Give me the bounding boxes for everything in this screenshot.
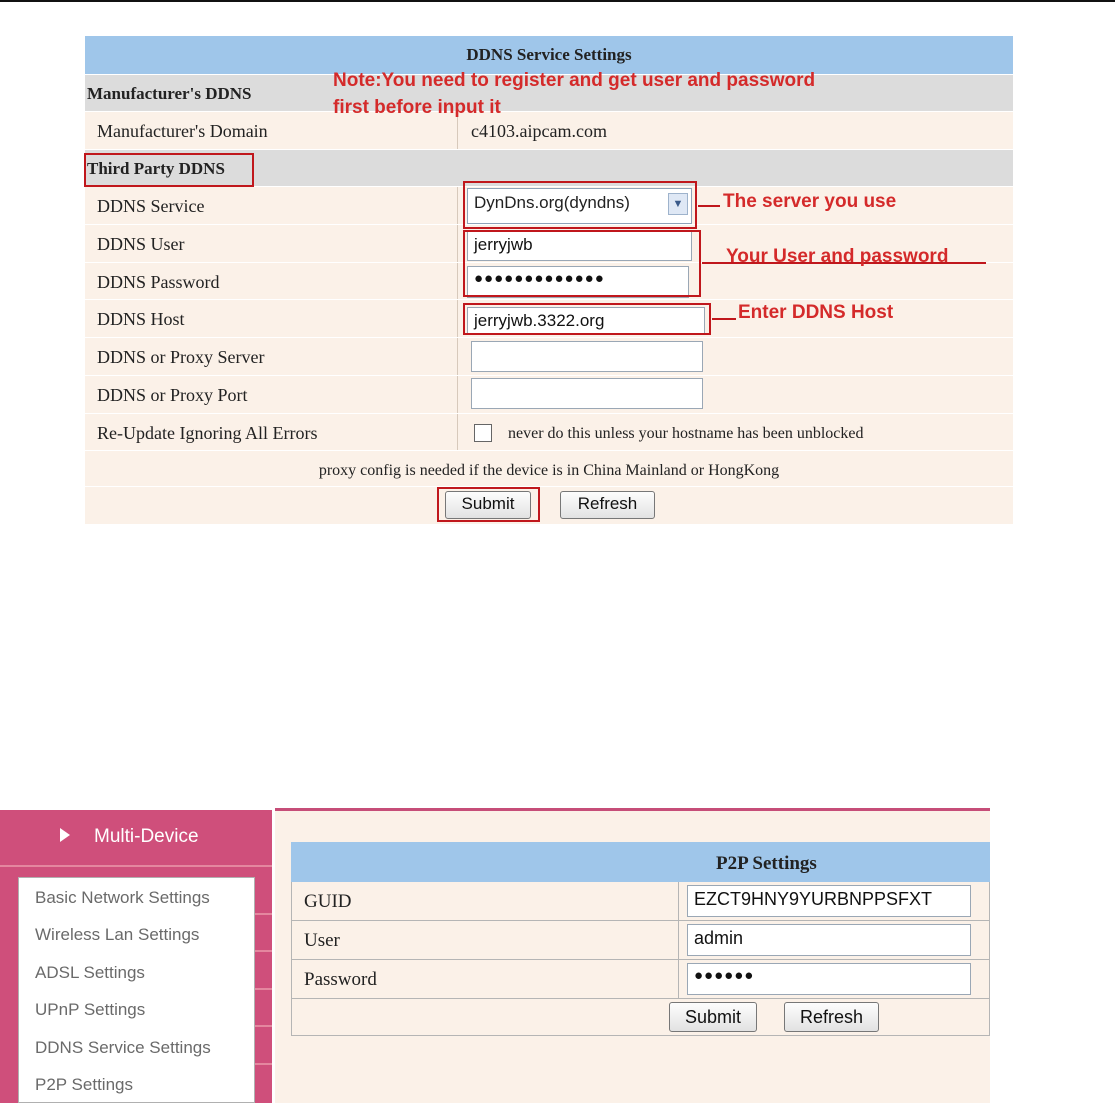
column-divider — [678, 921, 679, 959]
column-divider — [457, 414, 458, 450]
p2p-title: P2P Settings — [716, 853, 817, 874]
annotation-connector — [698, 205, 720, 207]
guid-label: GUID — [304, 891, 352, 912]
annotation-box-submit — [437, 487, 540, 522]
annotation-box-third-party — [84, 153, 254, 187]
sidebar-divider — [255, 950, 272, 952]
ddns-refresh-button[interactable]: Refresh — [560, 491, 655, 519]
p2p-refresh-button[interactable]: Refresh — [784, 1002, 879, 1032]
register-note-line2: first before input it — [333, 97, 501, 118]
column-divider — [678, 882, 679, 920]
p2p-user-input[interactable] — [687, 924, 971, 956]
ddns-password-value: ●●●●●●●●●●●●● — [474, 270, 605, 287]
reupdate-label: Re-Update Ignoring All Errors — [97, 423, 318, 443]
menu-item-basic-network[interactable]: Basic Network Settings — [35, 888, 210, 907]
sidebar-divider — [255, 1025, 272, 1027]
manufacturer-domain-row — [85, 112, 1013, 150]
annotation-box-service — [463, 181, 697, 229]
menu-item-p2p[interactable]: P2P Settings — [35, 1075, 133, 1094]
ddns-submit-button[interactable]: Submit — [445, 491, 531, 519]
sidebar-divider — [255, 988, 272, 990]
p2p-password-label: Password — [304, 969, 377, 990]
ddns-title: DDNS Service Settings — [466, 45, 632, 64]
ddns-user-label: DDNS User — [97, 234, 185, 254]
p2p-user-label: User — [304, 930, 340, 951]
reupdate-checkbox-text: never do this unless your hostname has been unblocked — [508, 425, 864, 442]
p2p-password-input[interactable] — [687, 963, 971, 995]
proxy-info-row — [85, 451, 1013, 487]
manufacturer-domain-value: c4103.aipcam.com — [471, 121, 607, 141]
column-divider — [457, 263, 458, 299]
ddns-user-value: jerryjwb — [474, 235, 533, 254]
ddns-host-value: jerryjwb.3322.org — [474, 311, 605, 330]
ddns-button-row — [85, 487, 1013, 525]
proxy-info-text: proxy config is needed if the device is in China Mainland or HongKong — [318, 462, 780, 479]
reupdate-checkbox[interactable] — [474, 424, 492, 442]
sidebar-item-label: Multi-Device — [94, 826, 199, 847]
guid-value: EZCT9HNY9YURBNPPSFXT — [694, 889, 933, 909]
sidebar-item-multi-device[interactable] — [0, 810, 272, 865]
register-note-line1: Note:You need to register and get user and password — [333, 70, 816, 91]
top-border-line — [0, 0, 1115, 2]
p2p-user-value: admin — [694, 928, 744, 948]
menu-item-wireless-lan[interactable]: Wireless Lan Settings — [35, 925, 200, 944]
p2p-title-bar — [291, 842, 990, 882]
user-password-note: Your User and password — [726, 246, 949, 267]
menu-item-upnp[interactable]: UPnP Settings — [35, 1000, 146, 1019]
proxy-server-input[interactable] — [471, 341, 703, 372]
ddns-service-label: DDNS Service — [97, 196, 205, 216]
third-party-ddns-heading: Third Party DDNS — [87, 159, 225, 178]
proxy-port-input[interactable] — [471, 378, 703, 409]
column-divider — [678, 960, 679, 998]
menu-item-ddns[interactable]: DDNS Service Settings — [35, 1038, 211, 1057]
reupdate-row — [85, 414, 1013, 451]
ddns-service-selected-value: DynDns.org(dyndns) — [474, 193, 630, 212]
triangle-right-icon — [60, 828, 70, 842]
sidebar-divider — [255, 1063, 272, 1065]
p2p-submit-button[interactable]: Submit — [669, 1002, 757, 1032]
network-submenu — [18, 877, 255, 1103]
manufacturer-ddns-heading: Manufacturer's DDNS — [87, 84, 252, 103]
annotation-box-user-password — [463, 230, 701, 297]
guid-input[interactable] — [687, 885, 971, 917]
ddns-host-label: DDNS Host — [97, 309, 185, 329]
proxy-server-label: DDNS or Proxy Server — [97, 347, 265, 367]
manufacturer-domain-label: Manufacturer's Domain — [97, 121, 268, 141]
menu-item-adsl[interactable]: ADSL Settings — [35, 963, 145, 982]
server-note: The server you use — [723, 191, 897, 212]
p2p-button-row — [291, 999, 990, 1036]
proxy-port-label: DDNS or Proxy Port — [97, 385, 248, 405]
p2p-password-value: ●●●●●● — [694, 967, 755, 984]
sidebar-divider — [0, 865, 272, 867]
column-divider — [457, 187, 458, 224]
host-note: Enter DDNS Host — [738, 302, 894, 323]
ddns-password-label: DDNS Password — [97, 272, 220, 292]
column-divider — [457, 338, 458, 375]
annotation-connector — [712, 318, 736, 320]
column-divider — [457, 300, 458, 337]
chevron-down-icon[interactable]: ▼ — [668, 193, 688, 215]
annotation-box-host — [463, 303, 711, 335]
sidebar-divider — [255, 913, 272, 915]
column-divider — [457, 225, 458, 262]
column-divider — [457, 376, 458, 413]
